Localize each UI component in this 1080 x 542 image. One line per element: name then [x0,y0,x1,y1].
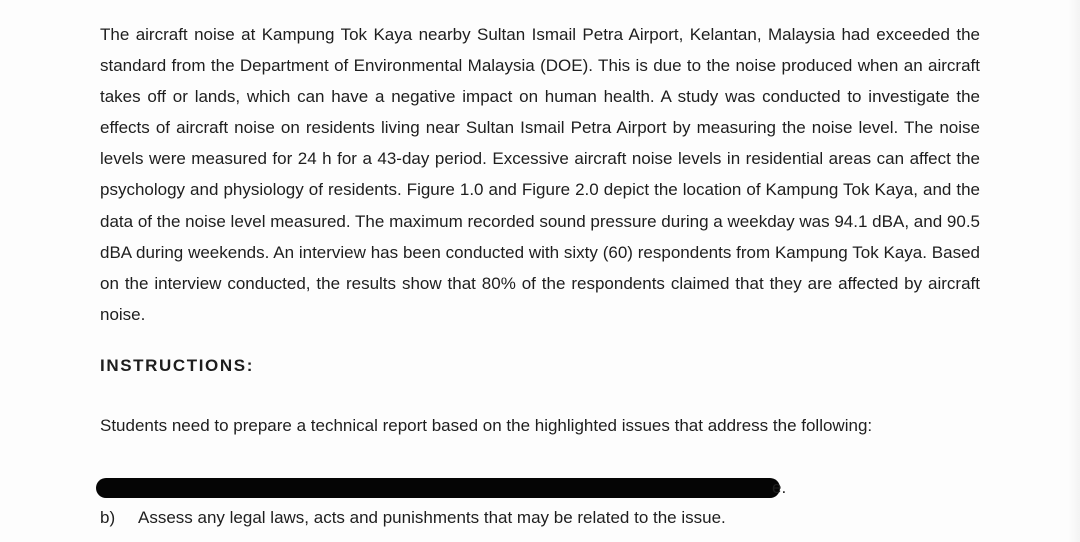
body-paragraph: The aircraft noise at Kampung Tok Kaya nearby Sultan Ismail Petra Airport, Kelantan, Malaysia had exceeded the standard from the Department of Environmental Malaysia (DOE). This is due to the noise produced when an aircraft takes off or lands, which can have a negative impact on human health. A study was conducted to investigate the effects of aircraft noise on residents living near Sultan Ismail Petra Airport by measuring the noise level. The noise levels were measured for 24 h for a 43-day period. Excessive aircraft noise levels in residential areas can affect the psychology and physiology of residents. Figure 1.0 and Figure 2.0 depict the location of Kampung Tok Kaya, and the data of the noise level measured. The maximum recorded sound pressure during a weekday was 94.1 dBA, and 90.5 dBA during weekends. An interview has been conducted with sixty (60) respondents from Kampung Tok Kaya. Based on the interview conducted, the results show that 80% of the respondents claimed that they are affected by aircraft noise. [100,25,980,324]
redacted-item-a [96,476,796,500]
instructions-text: Students need to prepare a technical report based on the highlighted issues that address the following: [100,416,873,435]
list-item-b [100,506,726,530]
instructions-heading: INSTRUCTIONS: [100,356,254,375]
redacted-item-tail: e. [772,478,787,497]
page-edge-shadow [1068,0,1080,542]
list-item-text: Assess any legal laws, acts and punishments that may be related to the issue. [138,508,726,527]
list-item-marker: b) [100,508,116,527]
redaction-bar [96,478,780,498]
